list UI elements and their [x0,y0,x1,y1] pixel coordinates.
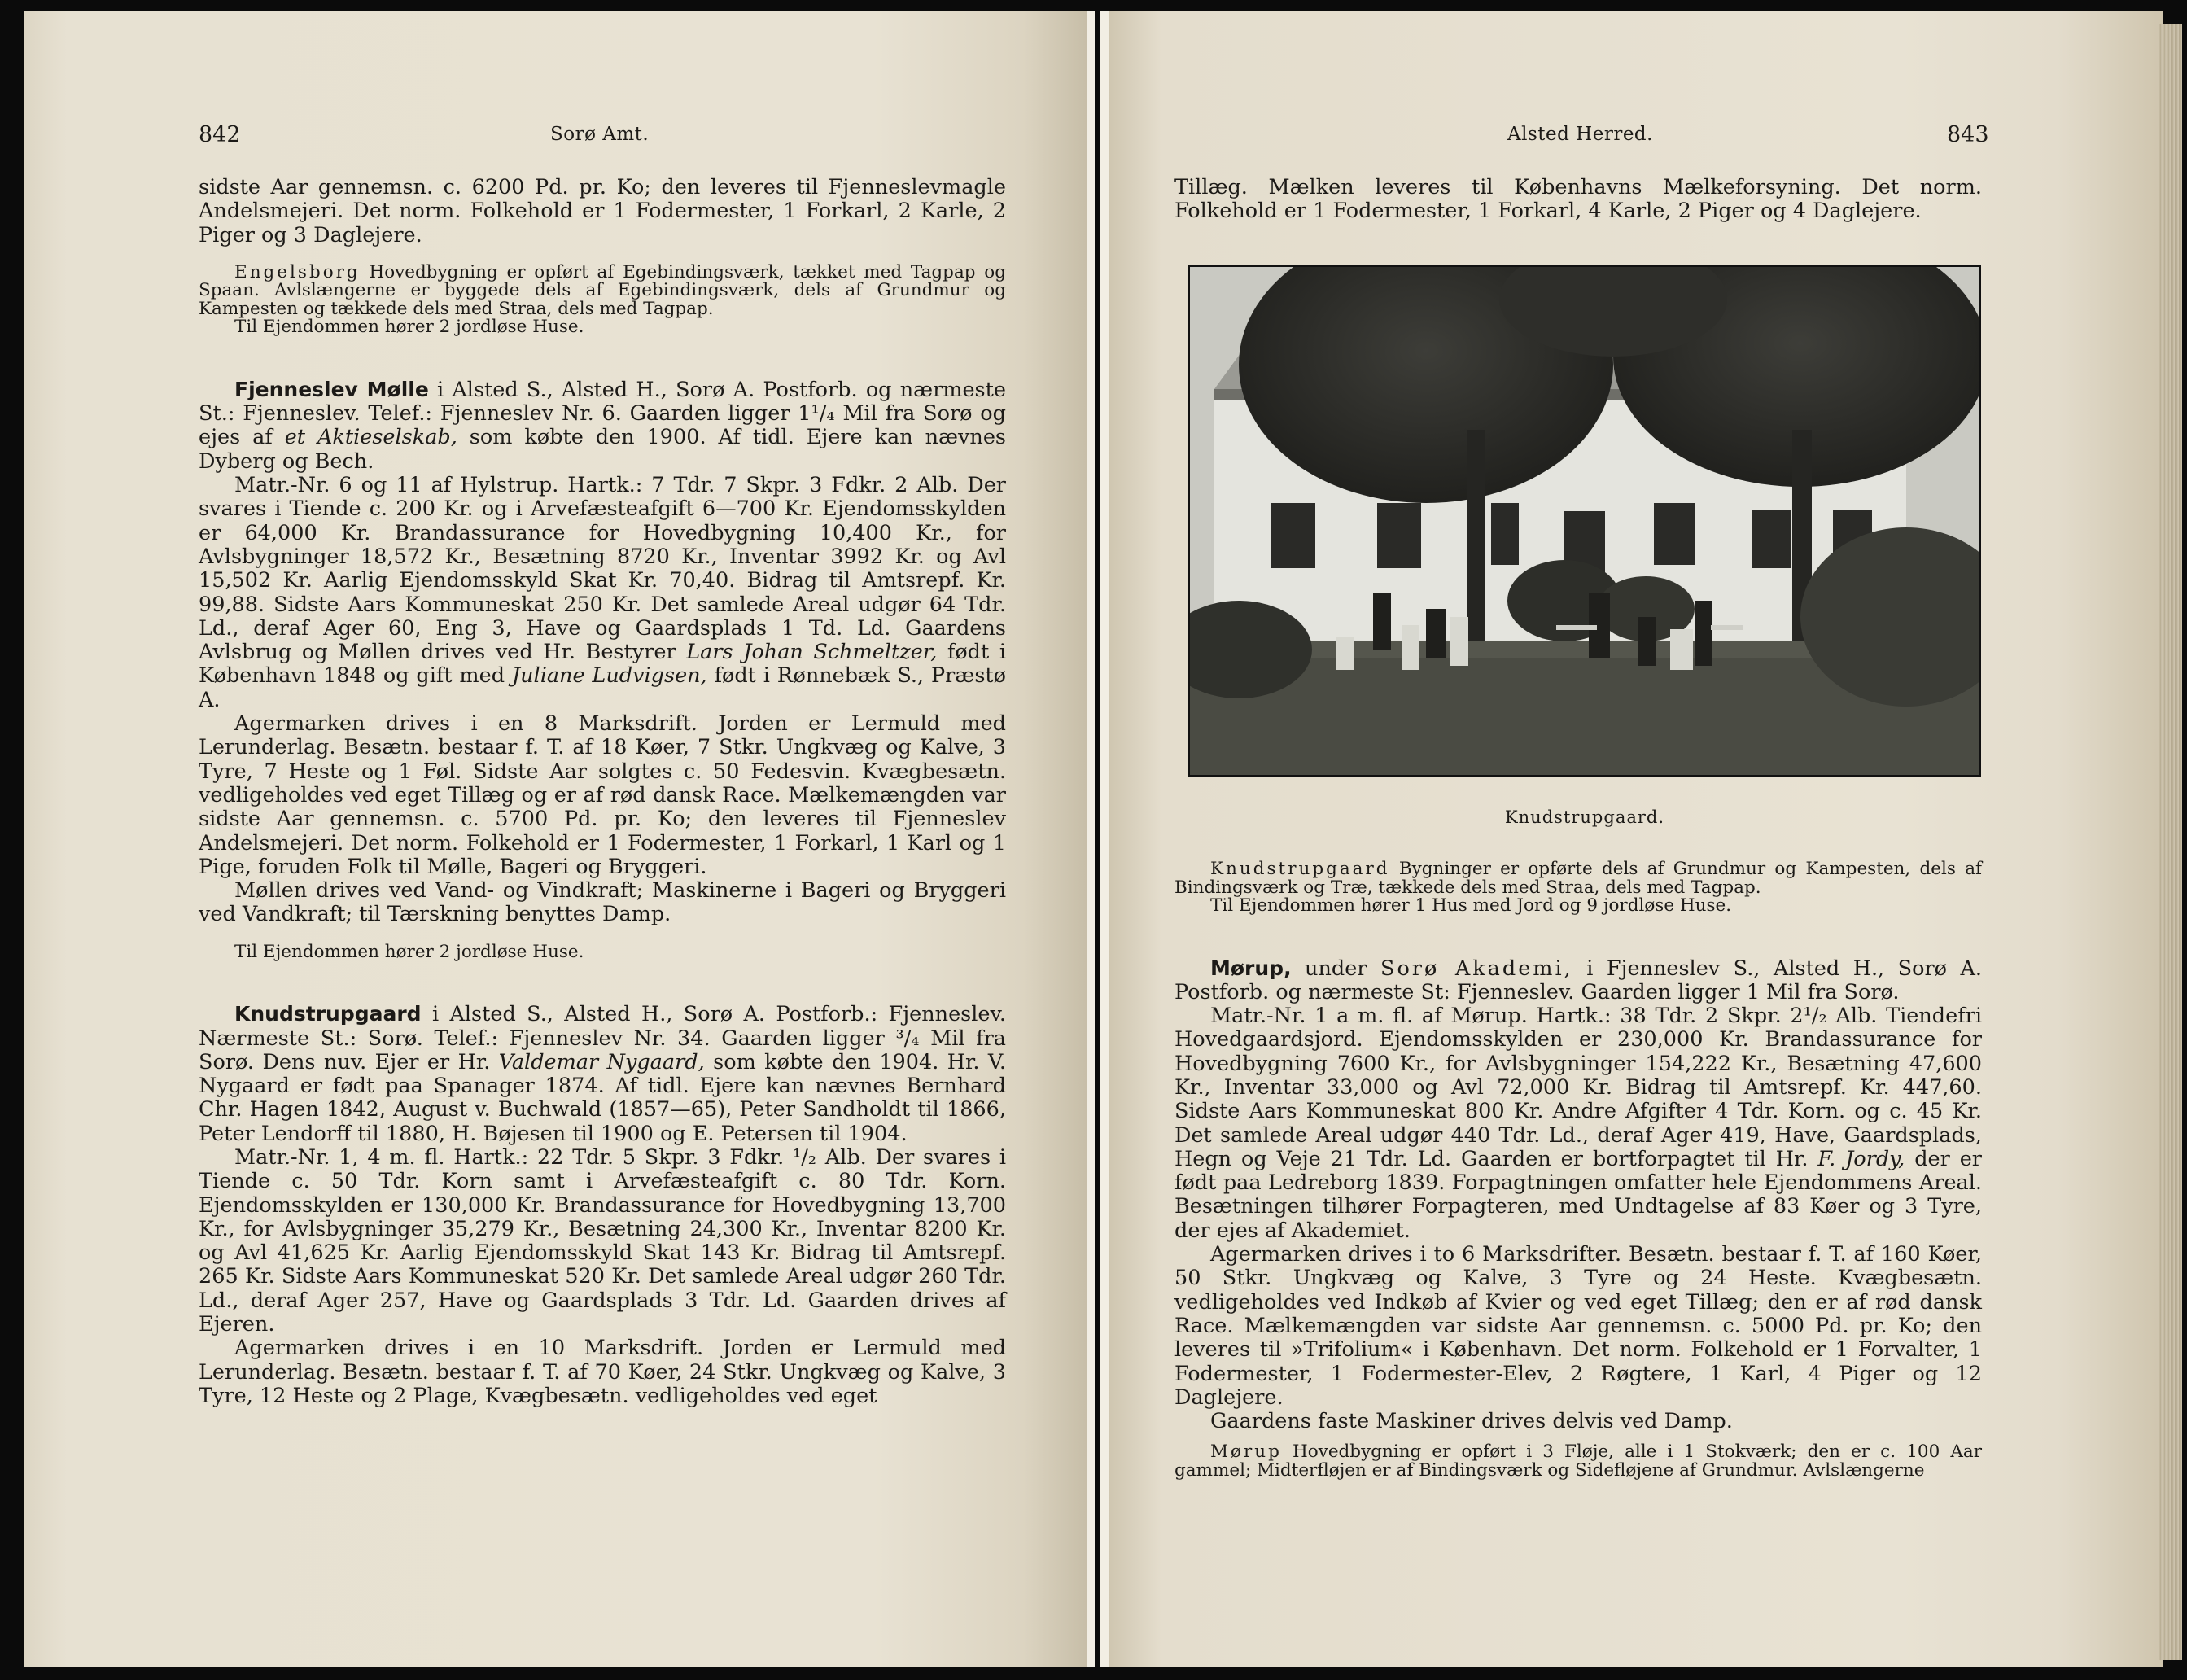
person-name: Lars Johan Schmeltzer, [686,640,938,665]
text-run: født i København 1848 og gift med [199,640,1006,689]
page-edges [2159,24,2182,1660]
text-run: født i Rønnebæk S., Præstø A. [199,663,1006,712]
note-text: Hovedbygning er opført af Egebindingsværk, tækket med Tagpap og Spaan. Avlslængerne er byggede dels af Egebindingsværk, dels af Grundmur og Kampesten og tækkede dels med Straa, dels med Tagpap. [199,261,1006,319]
paragraph: Agermarken drives i to 6 Marksdrifter. Besætn. bestaar f. T. af 160 Køer, 50 Stkr. Ungkvæg og Kalve, 3 Tyre og 24 Heste. Kvægbesætn. vedligeholdes ved Indkøb af Kvier og ved eget Tillæg; den er af rød dansk Race. Mælkemængden var sidste Aar gennemsn. c. 5000 Pd. pr. Ko; den leveres til »Trifolium« i København. Det norm. Folkehold er 1 Forvalter, 1 Fodermester, 1 Fodermester-Elev, 2 Røgtere, 1 Karl, 4 Piger og 12 Daglejere. [1174,1242,1982,1410]
gutter [1087,11,1095,1667]
paragraph [1174,956,1982,1005]
right-page-body [1174,860,1982,1480]
small-note: Til Ejendommen hører 1 Hus med Jord og 9 jordløse Huse. [1210,895,1732,916]
paragraph [1174,1004,1982,1243]
text-run: under [1291,956,1380,981]
text-run: som købte den 1904. Hr. V. Nygaard er født paa Spanager 1874. Af tidl. Ejere kan nævnes Bernhard Chr. Hagen 1842, August v. Buchwald (1857—65), Peter Sandholdt til 1866, Peter Lendorff til 1880, H. Bøjesen til 1900 og E. Petersen til 1904. [199,1049,1006,1146]
property-name: Knudstrupgaard [234,1002,422,1026]
paragraph: Matr.-Nr. 1, 4 m. fl. Hartk.: 22 Tdr. 5 Skpr. 3 Fdkr. ¹/₂ Alb. Der svares i Tiende c. 50 Tdr. Korn samt i Arvefæsteafgift c. 80 Tdr. Korn. Ejendomsskylden er 130,000 Kr. Brandassurance for Hovedbygning 13,700 Kr., for Avlsbygninger 35,279 Kr., Besætning 24,300 Kr., Inventar 8200 Kr. og Avl 41,625 Kr. Aarlig Ejendomsskyld Skat 143 Kr. Bidrag til Amtsrepf. 265 Kr. Sidste Aars Kommuneskat 520 Kr. Det samlede Areal udgør 260 Tdr. Ld., deraf Ager 257, Have og Gaardsplads 3 Tdr. Ld. Gaarden drives af Ejeren. [199,1145,1006,1337]
text-run: i Alsted S., Alsted H., Sorø A. Postforb. og nærmeste St.: Fjenneslev. Telef.: Fjenneslev Nr. 6. Gaarden ligger 1¹/₄ Mil fra Sorø og ejes af [199,377,1006,450]
paragraph: Agermarken drives i en 8 Marksdrift. Jorden er Lermuld med Lerunderlag. Besætn. bestaar f. T. af 18 Køer, 7 Stkr. Ungkvæg og Kalve, 3 Tyre, 7 Heste og 1 Føl. Sidste Aar solgtes c. 50 Fedesvin. Kvægbesætn. vedligeholdes ved eget Tillæg og er af rød dansk Race. Mælkemængden var sidste Aar gennemsn. c. 5700 Pd. pr. Ko; den leveres til Fjenneslev Andelsmejeri. Det norm. Folkehold er 1 Fodermester, 1 Forkarl, 1 Karl og 1 Pige, foruden Folk til Mølle, Bageri og Bryggeri. [199,711,1006,879]
page-number-left: 842 [199,122,241,147]
paragraph [199,474,1006,712]
paragraph: Møllen drives ved Vand- og Vindkraft; Maskinerne i Bageri og Bryggeri ved Vandkraft; til Tærskning benyttes Damp. [199,878,1006,927]
small-note [1174,1443,1982,1480]
page-number-right: 843 [1947,122,1989,147]
property-name: Knudstrupgaard [1210,859,1390,879]
gutter [1100,11,1109,1667]
small-note: Til Ejendommen hører 2 jordløse Huse. [234,941,584,962]
paragraph [199,378,1006,474]
text-run: som købte den 1900. Af tidl. Ejere kan nævnes Dyberg og Bech. [199,425,1007,474]
paragraph [199,1002,1006,1146]
right-page-top [1174,176,1982,224]
property-name: Mørup, [1210,956,1292,980]
paragraph: Gaardens faste Maskiner drives delvis ved Damp. [1210,1409,1733,1434]
text-run: Matr.-Nr. 6 og 11 af Hylstrup. Hartk.: 7 Tdr. 7 Skpr. 3 Fdkr. 2 Alb. Der svares i Tiende c. 200 Kr. og i Arvefæsteafgift 6—700 Kr. Ejendomsskylden er 64,000 Kr. Brandassurance for Hovedbygning 10,400 Kr., for Avlsbygninger 18,572 Kr., Besætning 8720 Kr., Inventar 3992 Kr. og Avl 15,502 Kr. Aarlig Ejendomsskyld Skat Kr. 70,40. Bidrag til Amtsrepf. Kr. 99,88. Sidste Aars Kommuneskat 250 Kr. Det samlede Areal udgør 64 Tdr. Ld., deraf Ager 60, Eng 3, Have og Gaardsplads 1 Td. Ld. Gaardens Avlsbrug og Møllen drives ved Hr. Bestyrer [199,473,1006,665]
left-page-body [199,176,1006,1408]
property-name: Mørup [1210,1442,1282,1463]
paragraph: Agermarken drives i en 10 Marksdrift. Jorden er Lermuld med Lerunderlag. Besætn. bestaar f. T. af 70 Køer, 24 Stkr. Ungkvæg og Kalve, 3 Tyre, 12 Heste og 2 Plage, Kvægbesætn. vedligeholdes ved eget [199,1336,1006,1408]
note-text: Bygninger er opførte dels af Grundmur og Kampesten, dels af Bindingsværk og Træ, tækkede dels med Straa, dels med Tagpap. [1174,859,1982,898]
running-head-left: Sorø Amt. [550,124,650,145]
photo-image [1190,267,1979,775]
text-run: Matr.-Nr. 1 a m. fl. af Mørup. Hartk.: 38 Tdr. 2 Skpr. 2¹/₂ Alb. Tiendefri Hovedgaardsjord. Ejendomsskylden er 230,000 Kr. Brandassurance for Hovedbygning 7600 Kr., for Avlsbygninger 154,222 Kr., Besætning 47,600 Kr., Inventar 33,000 og Avl 72,000 Kr. Bidrag til Amtsrepf. Kr. 447,60. Sidste Aars Kommuneskat 800 Kr. Andre Afgifter 4 Tdr. Korn. og c. 45 Kr. Det samlede Areal udgør 440 Tdr. Ld., deraf Ager 419, Have, Gaardsplads, Hegn og Veje 21 Tdr. Ld. Gaarden er bortforpagtet til Hr. [1174,1004,1982,1171]
property-name: Fjenneslev Mølle [234,377,429,401]
paragraph: sidste Aar gennemsn. c. 6200 Pd. pr. Ko; den leveres til Fjenneslevmagle Andelsmejeri. Det norm. Folkehold er 1 Fodermester, 1 Forkarl, 2 Karle, 2 Piger og 3 Daglejere. [199,175,1006,247]
owner-name: et Aktieselskab, [284,425,457,450]
person-name: F. Jordy, [1817,1146,1905,1171]
paragraph: Tillæg. Mælken leveres til Københavns Mælkeforsyning. Det norm. Folkehold er 1 Fodermester, 1 Forkarl, 4 Karle, 2 Piger og 4 Daglejere. [1174,175,1982,224]
owner-name: Valdemar Nygaard, [498,1049,705,1074]
text-run: der er født paa Ledreborg 1839. Forpagtningen omfatter hele Ejendommens Areal. Besætningen tilhører Forpagteren, med Undtagelse af 83 Køer og 3 Tyre, der ejes af Akademiet. [1174,1146,1982,1243]
small-note [199,261,1006,319]
photograph-knudstrupgaard [1188,265,1981,777]
small-note: Til Ejendommen hører 2 jordløse Huse. [234,317,584,338]
text-run: i Fjenneslev S., Alsted H., Sorø A. Postforb. og nærmeste St: Fjenneslev. Gaarden ligger 1 Mil fra Sorø. [1174,956,1982,1004]
note-text: Hovedbygning er opført i 3 Fløje, alle i 1 Stokværk; den er c. 100 Aar gammel; Midterfløjen er af Bindingsværk og Sidefløjene af Grundmur. Avlslængerne [1174,1442,1982,1481]
owner-name: Sorø Akademi, [1380,956,1573,981]
photo-caption: Knudstrupgaard. [1504,807,1665,827]
small-note [1174,860,1982,897]
property-name: Engelsborg [234,261,361,282]
running-head-right: Alsted Herred. [1507,124,1653,145]
text-run: i Alsted S., Alsted H., Sorø A. Postforb.: Fjenneslev. Nærmeste St.: Sorø. Telef.: Fjenneslev Nr. 34. Gaarden ligger ³/₄ Mil fra Sorø. Dens nuv. Ejer er Hr. [199,1002,1006,1074]
person-name: Juliane Ludvigsen, [511,663,707,689]
